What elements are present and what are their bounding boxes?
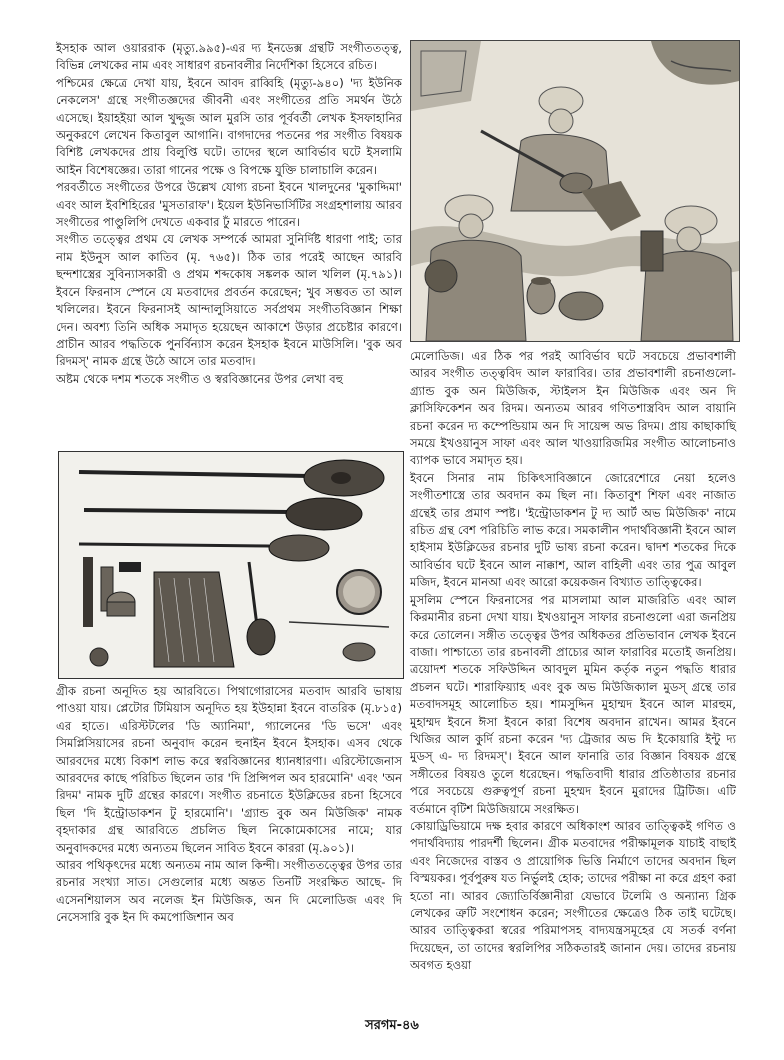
paragraph: মেলোডিজ। এর ঠিক পর পরই আবির্ভাব ঘটে সবচেয়ে প্রভাবশালী আরব সংগীত তত্ত্ববিদ আল ফারাবির। তার প্রভাবশালী রচনাগুলো- গ্র্যান্ড বুক অন মিউজিক, স্টাইলস ইন মিউজিক এবং অন দি ক্লাসিফিকেশন অব রিদম। অন্যতম আরব গণিতশাস্ত্রবিদ আল বায়ানি রচনা করেন দ্য কম্পেন্ডিয়াম অন দি সায়েন্স অভ রিদম। প্রায় কাছাকাছি সময়ে ইখওয়ানুস সাফা এবং আল খাওয়ারিজমির সংগীত আলোচনাও ব্যাপক ভাবে সমাদৃত হয়।: [410, 349, 736, 468]
paragraph: সংগীত তত্ত্বের প্রথম যে লেখক সম্পর্কে আমরা সুনির্দিষ্ট ধারণা পাই; তার নাম ইউনুস আল কাতিব (মৃ. ৭৬৫)। ঠিক তার পরেই আছেন আরবি ছন্দশাস্ত্রের সুবিন্যাসকারী ও প্রথম শব্দকোষ সঙ্কলক আল খলিল (মৃ.৭৯১)। ইবনে ফিরনাস স্পেনে যে মতবাদের প্রবর্তন করেছেন; খুব সম্ভবত তা আল খলিলের। ইবনে ফিরনাসই আন্দালুসিয়াতে সর্বপ্রথম সংগীতবিজ্ঞান শিক্ষা দেন। অবশ্য তিনি অধিক সমাদৃত হয়েছেন আকাশে উড়ার প্রচেষ্টার কারণে। প্রাচীন আরব পদ্ধতিকে পুনর্বিন্যাস করেন ইসহাক ইবনে মাউসিলি। 'বুক অব রিদমস্' নামক গ্রন্থে উঠে আসে তার মতবাদ।: [56, 232, 402, 369]
page-footer-label: সরগম-৪৬: [365, 1018, 419, 1033]
paragraph: অষ্টম থেকে দশম শতকে সংগীত ও স্বরবিজ্ঞানের উপর লেখা বহু: [56, 371, 344, 386]
left-column-top: [56, 40, 402, 388]
musicians-miniature-image: [410, 40, 740, 342]
paragraph: পরবর্তীতে সংগীতের উপরে উল্লেখ যোগ্য রচনা ইবনে খালদুনের 'মুকাদ্দিমা' এবং আল ইবশিহিরের 'মুসতারাফ'। ইয়েল ইউনিভার্সিটির সংগ্রহশালায় আরব সংগীতের পাণ্ডুলিপি দেখতে একবার ঢুঁ মারতে পারেন।: [56, 180, 402, 230]
instruments-engraving-image: [58, 451, 404, 679]
instruments-engraving-drawing: [59, 452, 403, 678]
paragraph: ইবনে সিনার নাম চিকিৎসাবিজ্ঞানে জোরেশোরে নেয়া হলেও সংগীতশাস্ত্রে তার অবদান কম ছিল না। কিতাবুশ শিফা এবং নাজাত গ্রন্থেই তার প্রমাণ স্পষ্ট। 'ইন্ট্রোডাকশন টু দ্য আর্ট অভ মিউজিক' নামে রচিত গ্রন্থ বেশ পরিচিতি লাভ করে। সমকালীন পদার্থবিজ্ঞানী ইবনে আল হাইসাম ইউক্লিডের রচনার দুটি ভাষ্য রচনা করেন। দ্বাদশ শতকের দিকে আবির্ভাব ঘটে ইবনে আল নাক্কাশ, আল বাহিলী এবং তার পুত্র আবুল মজিদ, ইবনে মানআ এবং আরো কয়েকজন বিখ্যাত তাত্ত্বিকের।: [410, 470, 736, 590]
paragraph: কোয়াড্রিভিয়ামে দক্ষ হবার কারণে অধিকাংশ আরব তাত্ত্বিকই গণিত ও পদার্থবিদ্যায় পারদর্শী ছিলেন। গ্রীক মতবাদের পরীক্ষামূলক যাচাই বাছাই এবং নিজেদের বাস্তব ও প্রায়োগিক ভিত্তি নির্মাণে তাদের অবদান ছিল বিস্ময়কর। পূর্বপুরুষ যত নির্ভুলই হোক; তাদের পরীক্ষা না করে গ্রহণ করা হতো না। আরব জ্যোতির্বিজ্ঞানীরা যেভাবে টলেমি ও অন্যান্য গ্রিক লেখকের ত্রুটি সংশোধন করেন; সংগীতের ক্ষেত্রেও ঠিক তাই ঘটেছে। আরব তাত্ত্বিকরা স্বরের পরিমাপসহ বাদ্যযন্ত্রসমূহের যে সতর্ক বর্ণনা দিয়েছেন, তা তাদের স্বরলিপির সঠিকতারই জানান দেয়। তাদের রচনায় অবগত হওয়া: [410, 818, 736, 973]
left-column-bottom: [56, 683, 402, 927]
paragraph: মুসলিম স্পেনে ফিরনাসের পর মাসলামা আল মাজরিতি এবং আল কিরমানীর রচনা দেখা যায়। ইখওয়ানুস সাফার রচনাগুলো এরা জনপ্রিয় করে তোলেন। সঙ্গীত তত্ত্বের উপর অধিকতর প্রতিভাবান লেখক ইবনে বাজা। পাশ্চাত্যে তার রচনাবলী প্রাচ্যের আল ফারাবির মতোই জনপ্রিয়। ত্রয়োদশ শতকে সফিউদ্দিন আবদুল মুমিন কর্তৃক নতুন পদ্ধতি ধারার প্রচলন ঘটে। শারাফিয়্যাহ এবং বুক অভ মিউজিক্যাল মুডস্ গ্রন্থে তার মতবাদসমূহ আলোচিত হয়। শামসুদ্দিন মুহাম্মদ ইবনে আল মারহুম, মুহাম্মদ ইবনে ঈসা ইবনে কারা বিশেষ অবদান রাখেন। আমর ইবনে খিজির আল কুর্দি রচনা করেন 'দ্য ট্রেজার অভ দি ইকোয়ারি ইন্টু দ্য মুডস্ এ- দ্য রিদমস্'। ইবনে আল ফানারি তার বিজ্ঞান বিষয়ক গ্রন্থে সঙ্গীতের বিষয়ও তুলে ধরেছেন। পদ্ধতিবাদী ধারার প্রতিষ্ঠাতার রচনার পরে সবচেয়ে গুরুত্বপূর্ণ রচনা মুহম্মদ ইবনে মুরাদের ট্রিটিজ। এটি বর্তমানে বৃটিশ মিউজিয়ামে সংরক্ষিত।: [410, 592, 736, 816]
paragraph: আরব পথিকৃৎদের মধ্যে অন্যতম নাম আল কিন্দী। সংগীততত্ত্বের উপর তার রচনার সংখ্যা সাত। সেগুলোর মধ্যে অন্তত তিনটি সংরক্ষিত আছে- দি এসেনশিয়ালস অব নলেজ ইন মিউজিক, অন দি মেলোডিজ এবং দি নেসেসারি বুক ইন দি কমপোজিশান অব: [56, 858, 402, 925]
musicians-miniature-drawing: [411, 41, 739, 341]
paragraph: গ্রীক রচনা অনূদিত হয় আরবিতে। পিথাগোরাসের মতবাদ আরবি ভাষায় পাওয়া যায়। প্লেটোর টিমিয়াস অনূদিত হয় ইউহান্না ইবনে বাতরিক (মৃ.৮১৫) এর হাতে। এরিস্টটলের 'ডি অ্যানিমা', গ্যালেনের 'ডি ভসে' এবং সিমপ্লিসিয়াসের রচনা অনুবাদ করেন হুনাইন ইবনে ইসহাক। এসব থেকে আরবদের মধ্যে বিকাশ লাভ করে স্বরবিজ্ঞানের ধ্যানধারণা। এরিস্টোজেনাস আরবদের কাছে পরিচিত ছিলেন তার 'দি প্রিন্সিপল অব হারমোনি' এবং 'অন রিদম' নামক দুটি গ্রন্থের কারণে। সংগীত রচনাতে ইউক্লিডের রচনা হিসেবে ছিল 'দি ইন্ট্রোডাকশন টু হারমোনি'। 'গ্র্যান্ড বুক অন মিউজিক' নামক বৃহদাকার গ্রন্থ আরবিতে প্রচলিত ছিল নিকোমেকাসের নামে; যার অনুবাদকদের মধ্যে অন্যতম ছিলেন সাবিত ইবনে কাররা (মৃ.৯০১)।: [56, 684, 402, 855]
paragraph: পশ্চিমের ক্ষেত্রে দেখা যায়, ইবনে আবদ রাব্বিহি (মৃত্যু-৯৪০) 'দ্য ইউনিক নেকলেস' গ্রন্থে সংগীতজ্ঞদের জীবনী এবং সংগীতের প্রতি সমর্থন উঠে এসেছে। ইয়াহইয়া আল খুদ্দুজ আল মুরসি তার পূর্ববর্তী লেখক ইসফাহানির অনুকরণে লেখেন কিতাবুল আগানি। বাগদাদের পতনের পর সংগীত বিষয়ক বিশিষ্ট লেখকদের প্রায় বিলুপ্তি ঘটে। তাদের স্থলে আবির্ভাব ঘটে ইসলামি আইন বিশেষজ্ঞের। তারা গানের পক্ষে ও বিপক্ষে যুক্তি চালাচালি করেন।: [56, 75, 402, 177]
paragraph: ইসহাক আল ওয়াররাক (মৃত্যু.৯৯৫)-এর দ্য ইনডেক্স গ্রন্থটি সংগীততত্ত্ব, বিভিন্ন লেখকের নাম এবং সাধারণ রচনাবলীর নির্দেশিকা হিসেবে রচিত।: [56, 41, 402, 73]
right-column: [410, 348, 736, 975]
